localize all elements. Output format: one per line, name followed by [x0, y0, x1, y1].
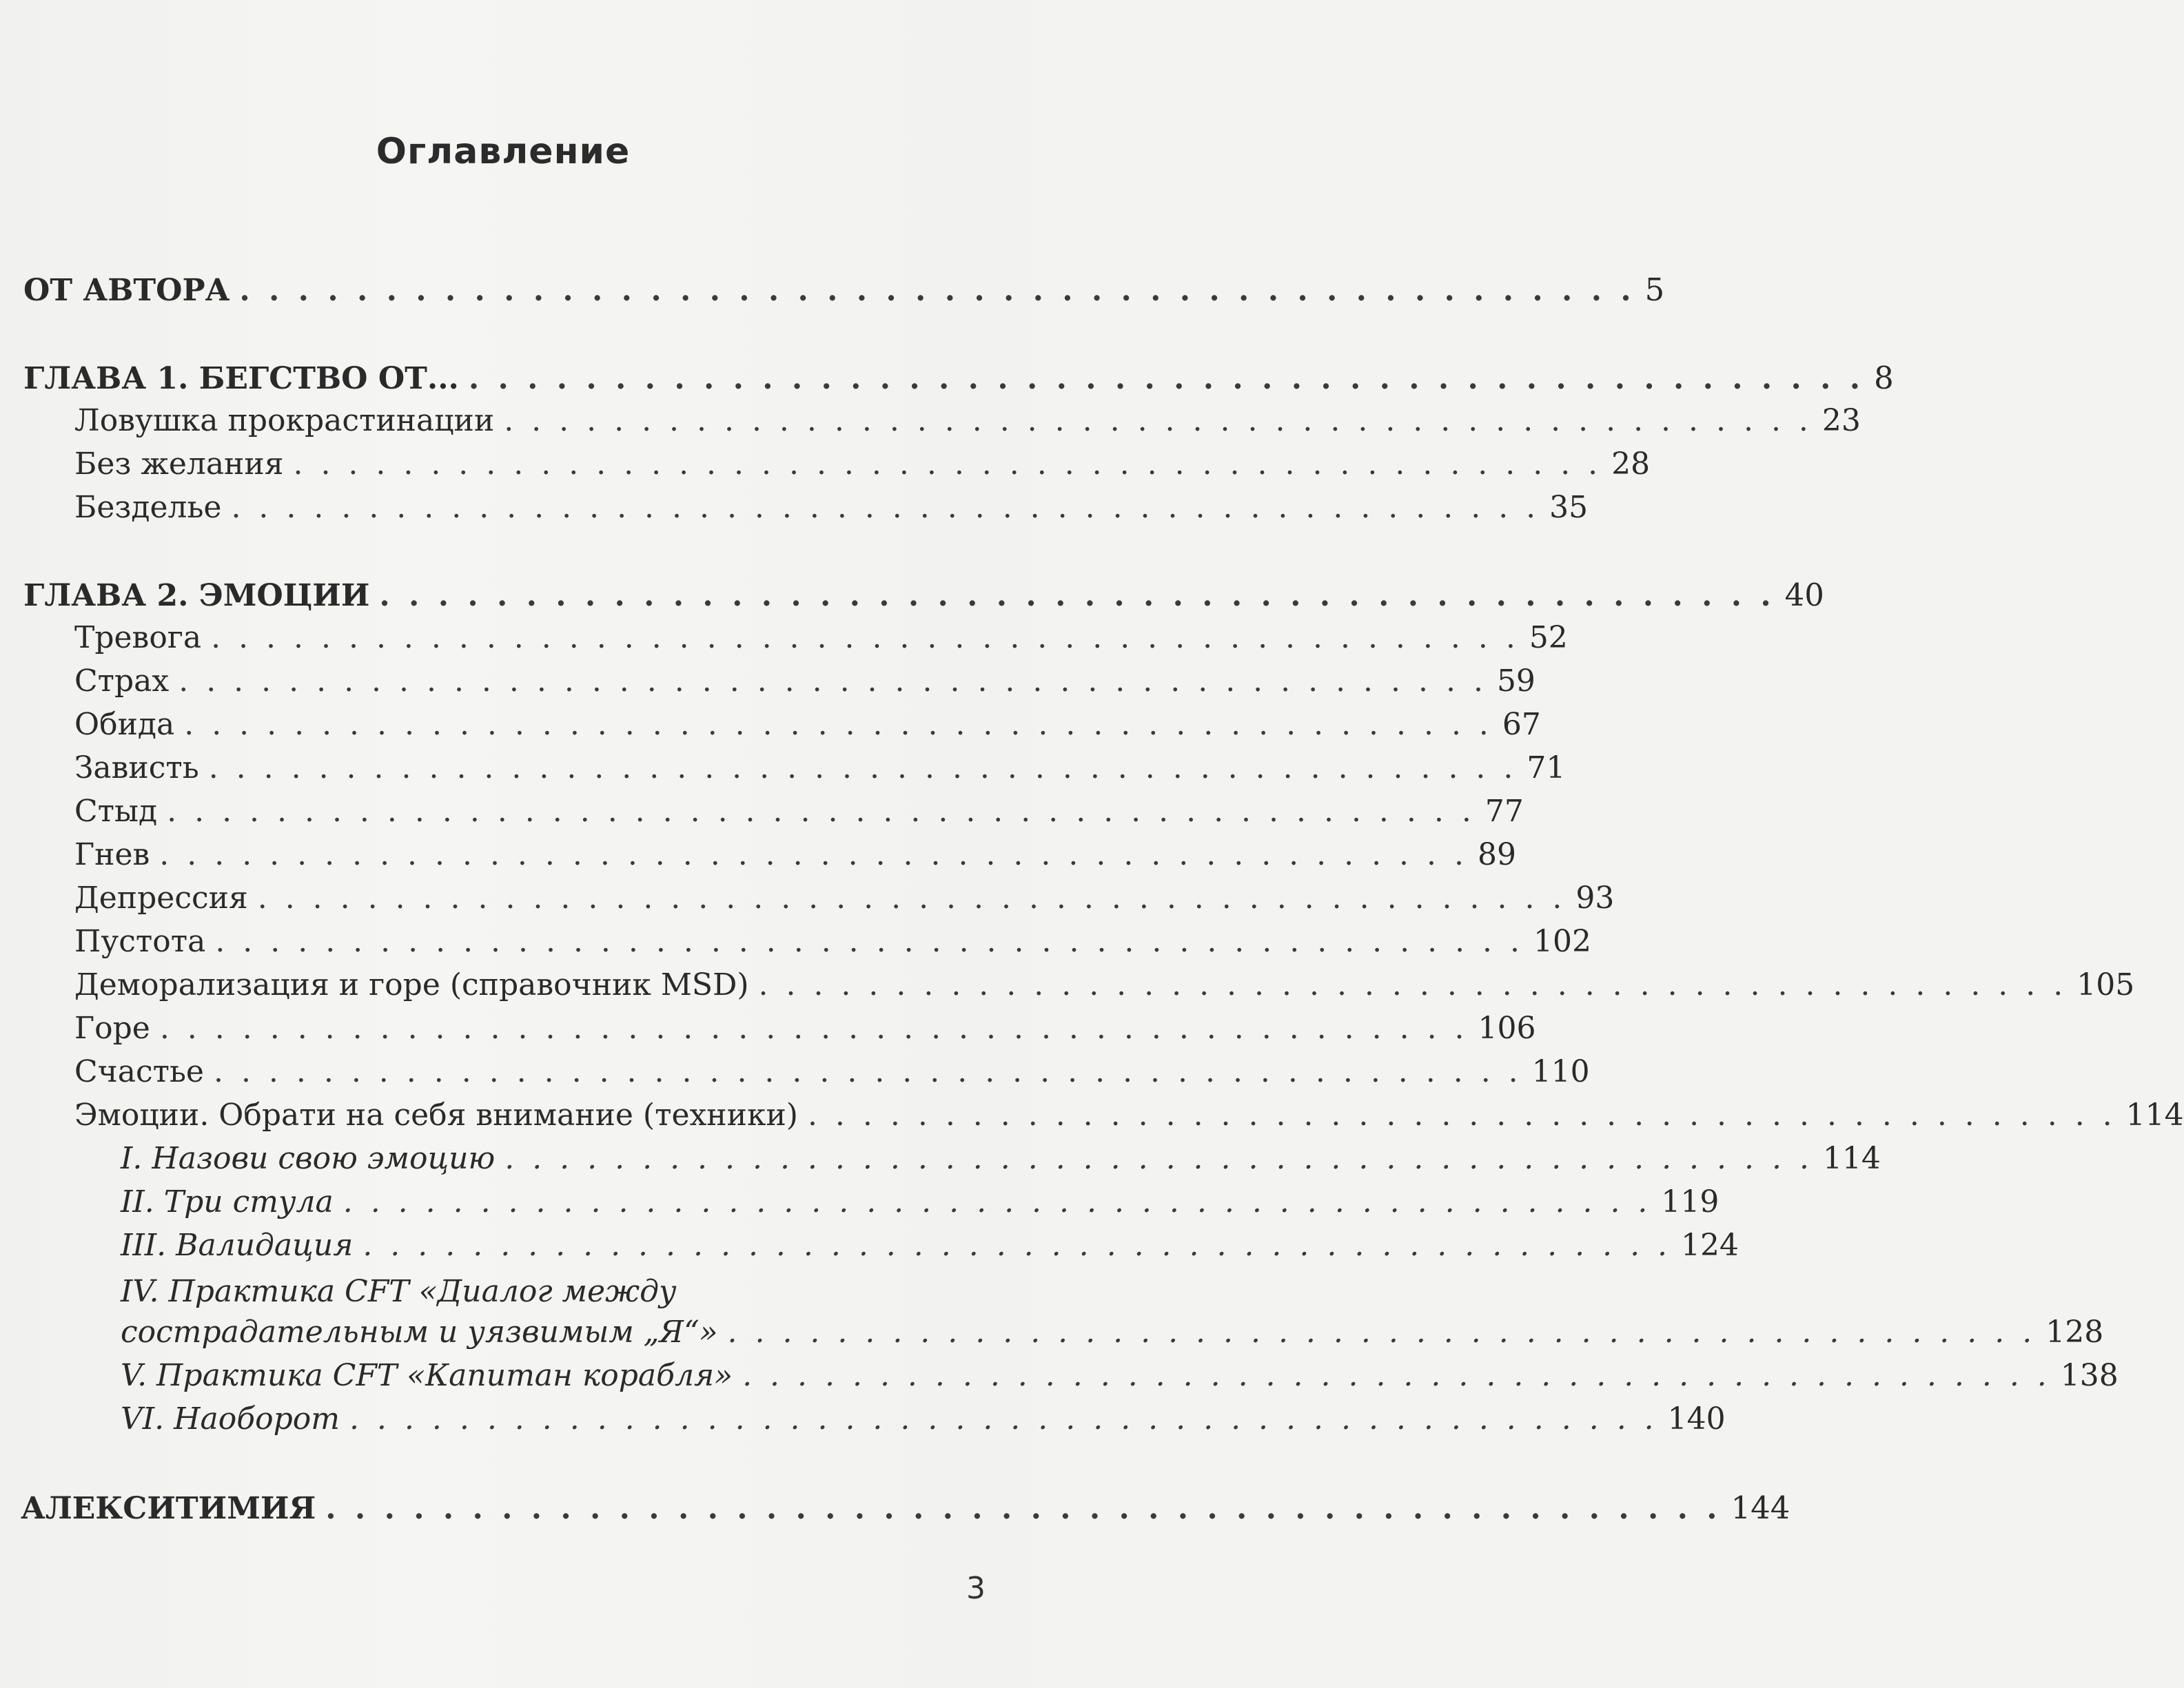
toc-page-number: 23 — [1821, 403, 1861, 438]
toc-entry — [74, 1098, 2184, 1133]
toc-dot-leader: . . . . . . . . . . . . . . . . . . . . . . . . . . . . . . . . . . . . . . . . . . . . . . . . — [215, 924, 1524, 959]
toc-entry-label: сострадательным и уязвимым „Я“» — [121, 1315, 718, 1350]
page-number: 3 — [966, 1571, 986, 1606]
toc-entry-label: Депрессия — [74, 881, 248, 916]
toc-page-number: 67 — [1502, 707, 1541, 742]
toc-entry — [121, 1401, 1726, 1437]
toc-entry — [74, 924, 1591, 959]
toc-dot-leader: . . . . . . . . . . . . . . . . . . . . . . . . . . . . . . . . . . . . . . . . . . . . . . . . — [184, 707, 1493, 742]
toc-page-number: 40 — [1784, 577, 1824, 613]
toc-dot-leader: . . . . . . . . . . . . . . . . . . . . . . . . . . . . . . . . . . . . . . . . . . . . . . . . — [758, 967, 2068, 1002]
toc-dot-leader: . . . . . . . . . . . . . . . . . . . . . . . . . . . . . . . . . . . . . . . . . . . . . . . . — [343, 1184, 1652, 1219]
toc-page-number: 77 — [1484, 794, 1524, 829]
toc-page-number: 102 — [1533, 924, 1591, 959]
toc-page-number: 144 — [1731, 1490, 1790, 1526]
toc-entry — [121, 1184, 1719, 1219]
toc-entry-label: ОТ АВТОРА — [23, 273, 230, 308]
toc-entry-label: Зависть — [74, 750, 199, 785]
toc-entry — [74, 663, 1535, 699]
toc-dot-leader: . . . . . . . . . . . . . . . . . . . . . . . . . . . . . . . . . . . . . . . . . . . . . . . . — [159, 837, 1468, 872]
toc-dot-leader: . . . . . . . . . . . . . . . . . . . . . . . . . . . . . . . . . . . . . . . . . . . . . . . . — [178, 663, 1487, 699]
toc-page-number: 5 — [1644, 271, 1665, 308]
toc-dot-leader: . . . . . . . . . . . . . . . . . . . . . . . . . . . . . . . . . . . . . . . . . . . . . . . . — [208, 750, 1518, 785]
toc-entry-label: II. Три стула — [121, 1184, 334, 1219]
toc-dot-leader: . . . . . . . . . . . . . . . . . . . . . . . . . . . . . . . . . . . . . . . . . . . . . . . . — [167, 794, 1476, 829]
toc-dot-leader: . . . . . . . . . . . . . . . . . . . . . . . . . . . . . . . . . . . . . . . . . . . . . . . . — [504, 1141, 1813, 1176]
toc-entry-label: III. Валидация — [121, 1228, 354, 1263]
toc-entry — [74, 446, 1651, 482]
toc-entry-label: ГЛАВА 1. БЕГСТВО ОТ... — [23, 361, 459, 396]
toc-dot-leader: . . . . . . . . . . . . . . . . . . . . . . . . . . . . . . . . . . . . . . . . . . . . . . . . — [159, 1011, 1469, 1046]
toc-entry — [121, 1228, 1739, 1263]
toc-entry-label: Обида — [74, 707, 175, 742]
toc-page-number: 89 — [1477, 837, 1516, 872]
toc-page-number: 93 — [1575, 881, 1615, 916]
toc-entry — [23, 360, 1894, 396]
toc-dot-leader: . . . . . . . . . . . . . . . . . . . . . . . . . . . . . . . . . . . . . . . . . . . . . . . . — [504, 403, 1813, 438]
toc-page-number: 35 — [1549, 490, 1589, 525]
toc-page-number: 52 — [1529, 620, 1568, 655]
toc-entry-label: Пустота — [74, 924, 206, 959]
toc-page-number: 128 — [2045, 1315, 2104, 1350]
toc-dot-leader: . . . . . . . . . . . . . . . . . . . . . . . . . . . . . . . . . . . . . . . . . . . . . . . . — [257, 881, 1566, 916]
toc-entry-label: VI. Наоборот — [121, 1401, 340, 1437]
toc-entry — [121, 1315, 2104, 1350]
toc-entry-label: Безделье — [74, 490, 222, 525]
toc-entry — [74, 750, 1566, 785]
toc-dot-leader: . . . . . . . . . . . . . . . . . . . . . . . . . . . . . . . . . . . . . . . . . . . . . . . . — [231, 490, 1540, 525]
toc-entry — [21, 1490, 1790, 1526]
toc-entry-label: Тревога — [74, 620, 202, 655]
toc-entry — [74, 1011, 1536, 1046]
toc-page-number: 119 — [1661, 1184, 1719, 1219]
toc-entry — [74, 490, 1589, 525]
toc-entry-label: Гнев — [74, 837, 150, 872]
toc-dot-leader: . . . . . . . . . . . . . . . . . . . . . . . . . . . . . . . . . . . . . . . . . . . . . . . . — [213, 1054, 1522, 1089]
toc-page-number: 28 — [1611, 446, 1651, 482]
toc-page-number: 8 — [1874, 360, 1894, 396]
toc-page-number: 71 — [1527, 750, 1566, 785]
toc-entry-label: Деморализация и горе (справочник MSD) — [74, 967, 749, 1002]
toc-entry — [74, 403, 1861, 438]
toc-entry-label: Страх — [74, 663, 170, 699]
toc-dot-leader: . . . . . . . . . . . . . . . . . . . . . . . . . . . . . . . . . . . . . . . . . . . . . . . . — [239, 273, 1635, 308]
toc-entry-label: Стыд — [74, 794, 158, 829]
toc-page-number: 114 — [1822, 1141, 1881, 1176]
toc-entry-label: АЛЕКСИТИМИЯ — [21, 1491, 316, 1526]
toc-entry — [121, 1141, 1881, 1176]
toc-entry-label: IV. Практика CFT «Диалог между — [121, 1274, 677, 1309]
toc-dot-leader: . . . . . . . . . . . . . . . . . . . . . . . . . . . . . . . . . . . . . . . . . . . . . . . . — [742, 1358, 2051, 1393]
toc-dot-leader: . . . . . . . . . . . . . . . . . . . . . . . . . . . . . . . . . . . . . . . . . . . . . . . . — [468, 361, 1865, 396]
toc-entry — [74, 794, 1524, 829]
toc-entry — [121, 1358, 2119, 1393]
toc-page-number: 110 — [1531, 1054, 1590, 1089]
toc-entry — [23, 271, 1665, 308]
toc-entry-label: Счастье — [74, 1054, 204, 1089]
toc-page-number: 105 — [2076, 967, 2135, 1002]
toc-dot-leader: . . . . . . . . . . . . . . . . . . . . . . . . . . . . . . . . . . . . . . . . . . . . . . . . — [211, 620, 1520, 655]
toc-entry-label: Эмоции. Обрати на себя внимание (техники) — [74, 1098, 798, 1133]
toc-entry — [74, 707, 1541, 742]
toc-dot-leader: . . . . . . . . . . . . . . . . . . . . . . . . . . . . . . . . . . . . . . . . . . . . . . . . — [727, 1315, 2037, 1350]
toc-entry — [74, 620, 1568, 655]
toc-page-number: 59 — [1496, 663, 1535, 699]
toc-entry — [74, 837, 1516, 872]
toc-dot-leader: . . . . . . . . . . . . . . . . . . . . . . . . . . . . . . . . . . . . . . . . . . . . . . . . — [349, 1401, 1658, 1437]
page-title: Оглавление — [376, 131, 631, 172]
toc-dot-leader: . . . . . . . . . . . . . . . . . . . . . . . . . . . . . . . . . . . . . . . . . . . . . . . . — [293, 446, 1602, 482]
toc-dot-leader: . . . . . . . . . . . . . . . . . . . . . . . . . . . . . . . . . . . . . . . . . . . . . . . . — [325, 1491, 1722, 1526]
toc-dot-leader: . . . . . . . . . . . . . . . . . . . . . . . . . . . . . . . . . . . . . . . . . . . . . . . . — [363, 1228, 1672, 1263]
toc-entry — [23, 577, 1824, 613]
toc-entry-label: ГЛАВА 2. ЭМОЦИИ — [23, 578, 370, 613]
toc-entry-label: Горе — [74, 1011, 150, 1046]
toc-page-number: 114 — [2125, 1098, 2184, 1133]
toc-entry — [74, 967, 2135, 1002]
toc-entry-label: V. Практика CFT «Капитан корабля» — [121, 1358, 733, 1393]
toc-page-number: 124 — [1681, 1228, 1739, 1263]
toc-entry — [74, 1054, 1590, 1089]
toc-page-number: 138 — [2060, 1358, 2119, 1393]
toc-page-number: 140 — [1667, 1401, 1726, 1437]
toc-dot-leader: . . . . . . . . . . . . . . . . . . . . . . . . . . . . . . . . . . . . . . . . . . . . . . . . — [379, 578, 1775, 613]
toc-entry-label: I. Назови свою эмоцию — [121, 1141, 496, 1176]
toc-page-number: 106 — [1478, 1011, 1536, 1046]
toc-entry-label: Ловушка прокрастинации — [74, 403, 495, 438]
toc-entry-label: Без желания — [74, 446, 284, 482]
toc-dot-leader: . . . . . . . . . . . . . . . . . . . . . . . . . . . . . . . . . . . . . . . . . . . . . . . . — [807, 1098, 2116, 1133]
toc-entry — [74, 881, 1615, 916]
